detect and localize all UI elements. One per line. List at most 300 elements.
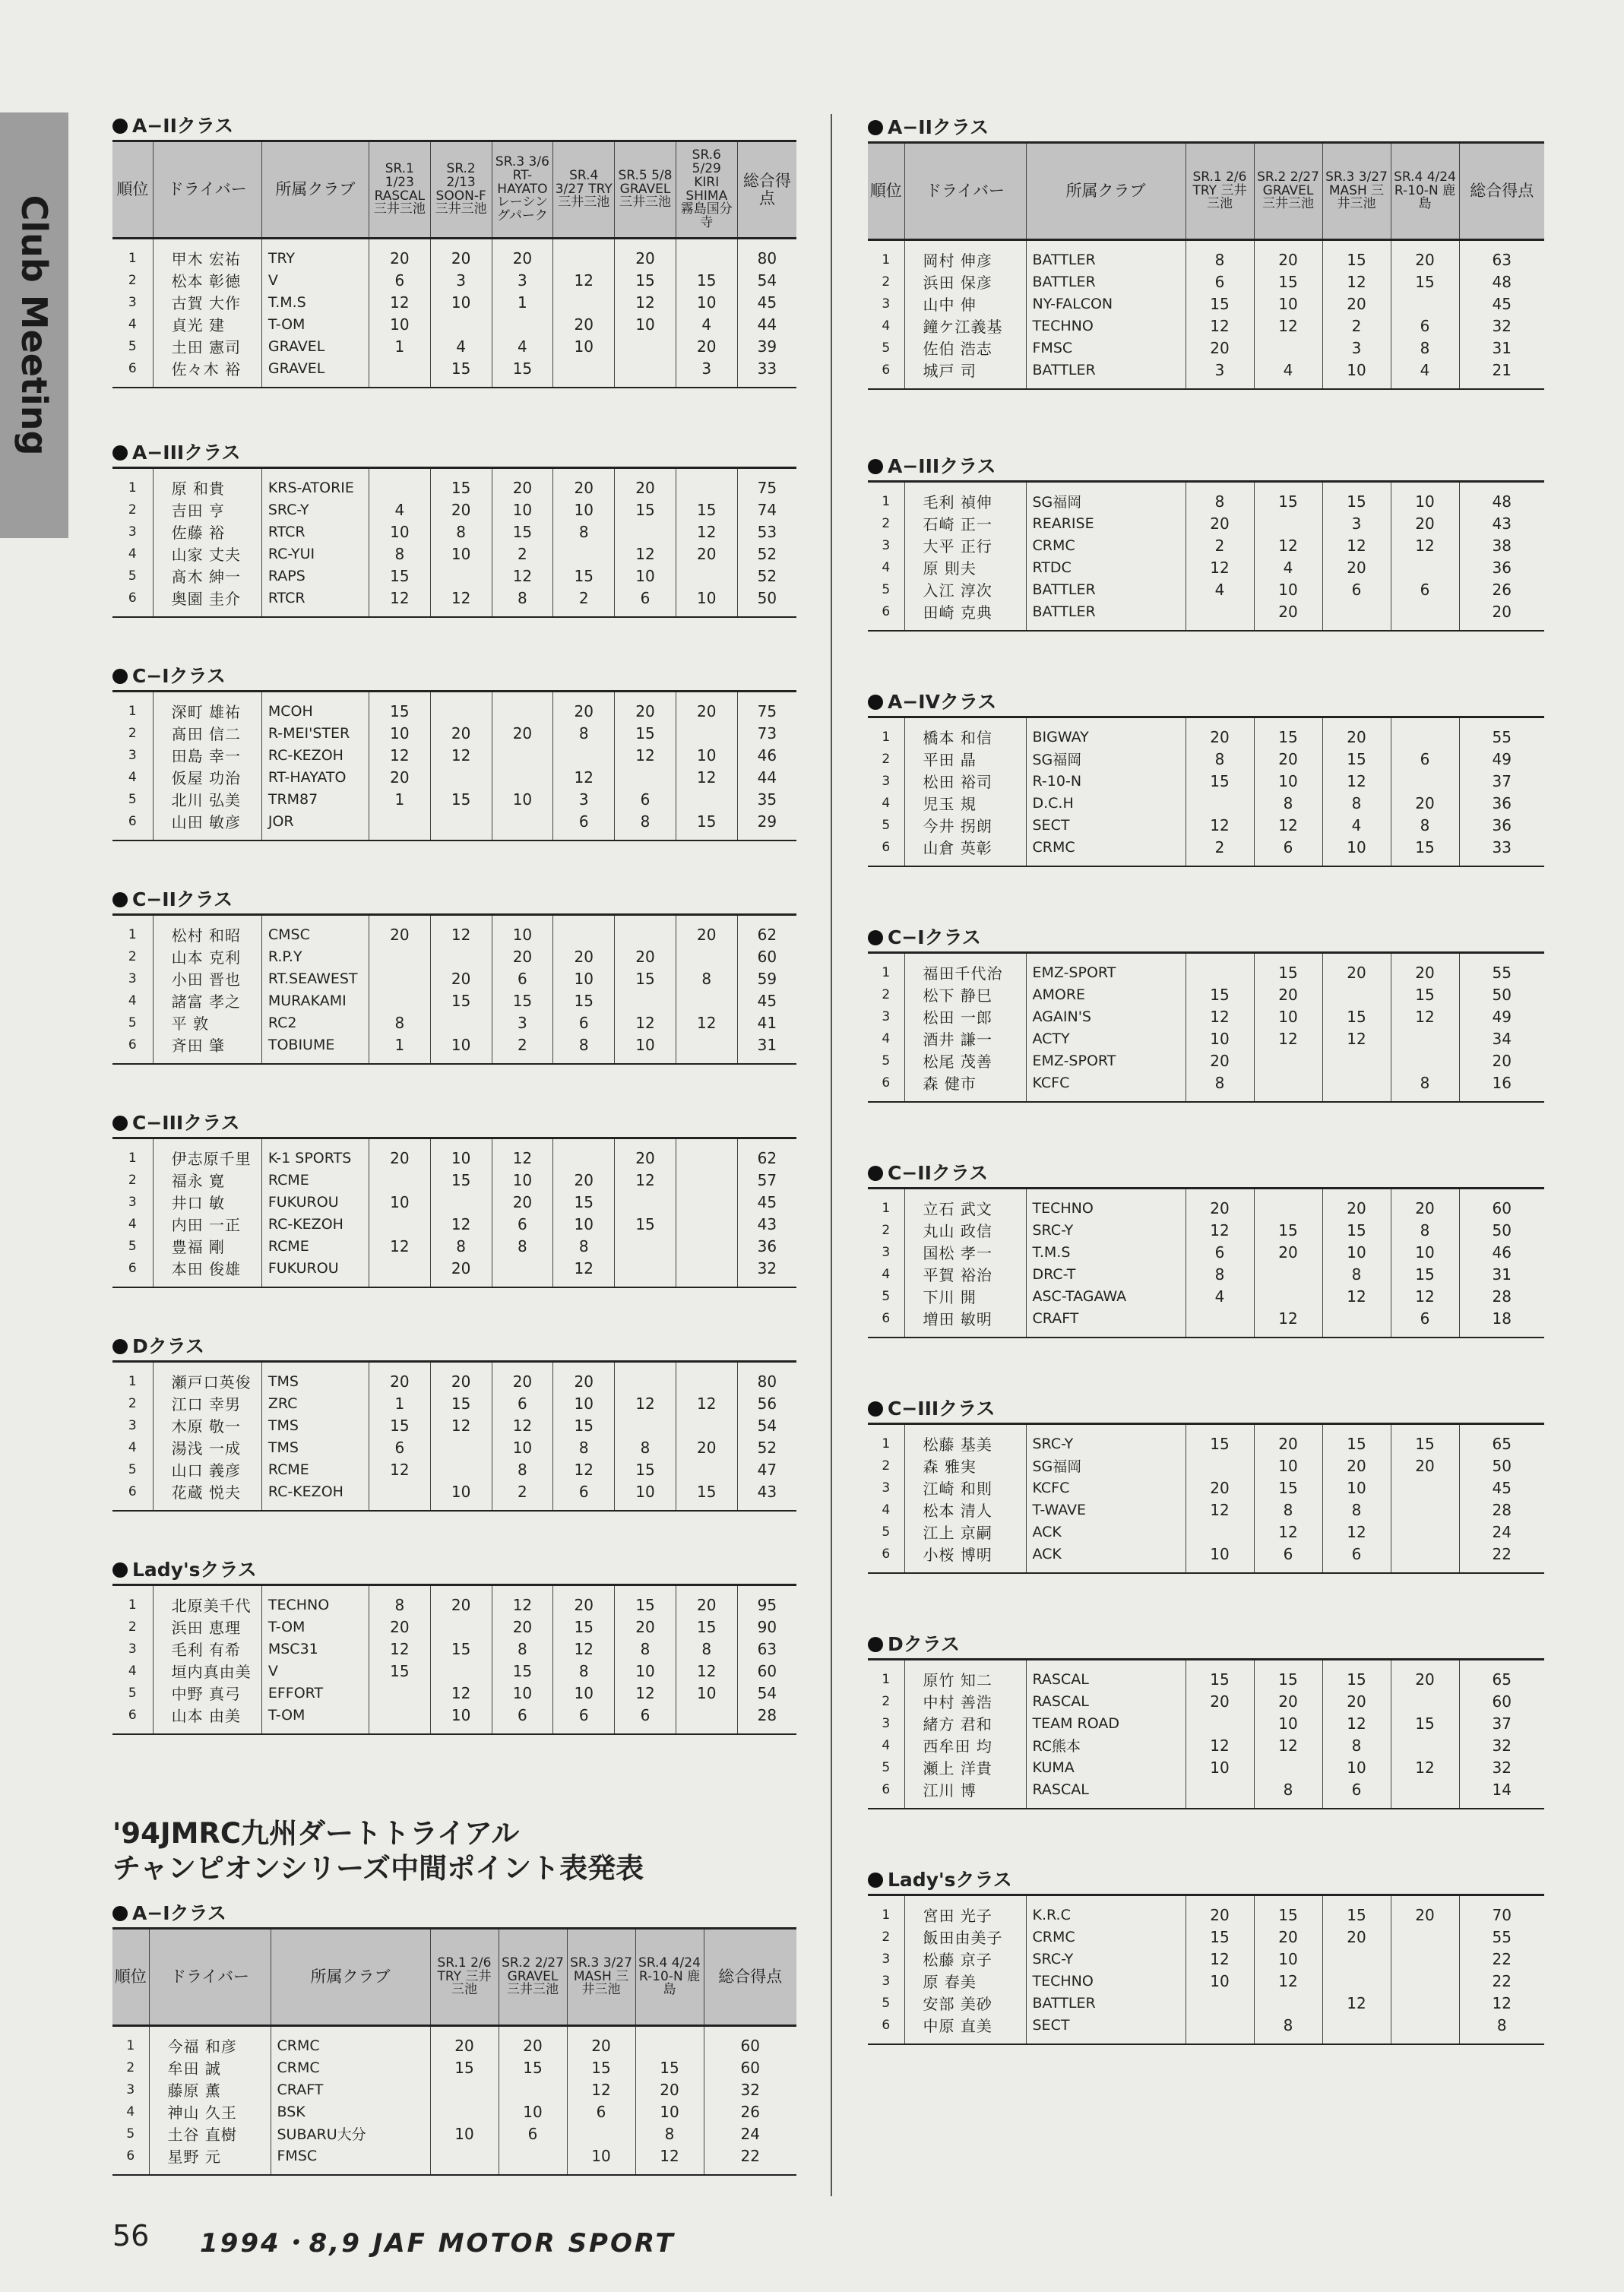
- race-points: [430, 2145, 499, 2167]
- race-points: 8: [1391, 1219, 1459, 1241]
- race-points: 12: [635, 2145, 704, 2167]
- total-points: 20: [1459, 1049, 1544, 1072]
- race-points: 8: [553, 1235, 615, 1257]
- spacer-cell: [112, 915, 153, 924]
- spacer-cell: [1391, 953, 1459, 962]
- spacer-cell: [430, 468, 492, 477]
- spacer-cell: [868, 240, 904, 249]
- rank-cell: 1: [882, 252, 891, 268]
- table-row: [112, 722, 796, 744]
- spacer-row: [112, 468, 796, 477]
- spacer-cell: [369, 692, 430, 701]
- race-points: 1: [492, 291, 553, 313]
- race-header: SR.2 2/27 GRAVEL 三井三池: [1254, 143, 1322, 240]
- table-row: [868, 1926, 1544, 1948]
- race-points: 15: [553, 1414, 615, 1436]
- race-points: [1391, 556, 1459, 578]
- class-title: C−Iクラス: [868, 924, 1544, 951]
- spacer-cell: [676, 1585, 737, 1594]
- spacer-cell: [430, 1362, 492, 1371]
- spacer-cell: [1026, 240, 1186, 249]
- driver-name: 佐々木 裕: [153, 357, 261, 379]
- race-points: 15: [1254, 961, 1322, 983]
- club-header: 所属クラブ: [1026, 143, 1186, 240]
- spacer-cell: [676, 832, 737, 841]
- race-points: 12: [1186, 1948, 1254, 1970]
- race-points: [369, 1257, 430, 1279]
- race-points: 20: [1391, 961, 1459, 983]
- race-points: 12: [553, 269, 615, 291]
- race-points: 20: [676, 1436, 737, 1458]
- total-points: 74: [737, 499, 796, 521]
- rank-cell: 2: [128, 502, 137, 518]
- race-points: 20: [615, 700, 676, 722]
- spacer-cell: [369, 1502, 430, 1511]
- rank-cell: 1: [128, 1597, 137, 1613]
- spacer-cell: [1254, 1800, 1322, 1809]
- table-row: [868, 1668, 1544, 1690]
- rank-cell: 6: [882, 839, 891, 855]
- race-points: [1186, 1307, 1254, 1329]
- race-points: [553, 1147, 615, 1169]
- total-points: 31: [1459, 337, 1544, 359]
- spacer-cell: [261, 692, 369, 701]
- driver-name: 松尾 茂善: [904, 1049, 1026, 1072]
- driver-name: 奥園 圭介: [153, 587, 261, 609]
- race-points: 3: [676, 357, 737, 379]
- race-points: [1322, 1072, 1391, 1094]
- spacer-cell: [737, 692, 796, 701]
- spacer-cell: [153, 379, 261, 388]
- race-points: [369, 1213, 430, 1235]
- total-points: 48: [1459, 490, 1544, 512]
- club-name: K-1 SPORTS: [261, 1147, 369, 1169]
- class-section: [868, 689, 1544, 867]
- spacer-cell: [1322, 622, 1391, 631]
- race-points: 3: [492, 1011, 553, 1034]
- rank-cell: 6: [882, 1075, 891, 1091]
- spacer-row: [112, 2167, 796, 2175]
- race-points: 12: [1391, 1005, 1459, 1027]
- rank-cell: 2: [126, 2059, 135, 2075]
- race-points: [615, 989, 676, 1011]
- table-row: [868, 1734, 1544, 1756]
- race-points: [676, 788, 737, 810]
- rank-cell: 3: [882, 1715, 891, 1731]
- table-row: [112, 1704, 796, 1726]
- race-points: [1391, 1690, 1459, 1712]
- table-row: [112, 1034, 796, 1056]
- race-points: 15: [676, 269, 737, 291]
- race-points: 10: [1254, 578, 1322, 600]
- spacer-cell: [1186, 1329, 1254, 1338]
- spacer-cell: [492, 1726, 553, 1734]
- race-points: 8: [369, 1594, 430, 1616]
- spacer-cell: [153, 468, 261, 477]
- rank-cell: 3: [882, 1480, 891, 1496]
- race-points: 12: [1186, 1219, 1254, 1241]
- bullet-icon: [112, 1116, 128, 1131]
- total-points: 43: [737, 1213, 796, 1235]
- table-row: [112, 565, 796, 587]
- race-points: 15: [1391, 1432, 1459, 1455]
- driver-name: 江口 幸男: [153, 1392, 261, 1414]
- rank-cell: 5: [882, 1759, 891, 1775]
- spacer-cell: [868, 1424, 904, 1433]
- table-row: [112, 810, 796, 832]
- total-points: 38: [1459, 534, 1544, 556]
- table-row: [868, 2014, 1544, 2036]
- total-points: 55: [1459, 961, 1544, 983]
- driver-name: 松本 清人: [904, 1499, 1026, 1521]
- spacer-cell: [868, 482, 904, 491]
- race-points: 10: [369, 521, 430, 543]
- club-name: CRMC: [271, 2034, 430, 2056]
- spacer-cell: [1254, 1565, 1322, 1573]
- total-points: 55: [1459, 726, 1544, 748]
- club-name: BATTLER: [1026, 271, 1186, 293]
- race-points: 8: [615, 1638, 676, 1660]
- spacer-cell: [261, 239, 369, 248]
- spacer-cell: [261, 1362, 369, 1371]
- race-points: 12: [492, 1594, 553, 1616]
- spacer-cell: [635, 2167, 704, 2175]
- spacer-cell: [1322, 1094, 1391, 1102]
- total-points: 28: [1459, 1499, 1544, 1521]
- rank-cell: 3: [882, 296, 891, 312]
- race-points: [1391, 293, 1459, 315]
- spacer-cell: [1254, 717, 1322, 727]
- spacer-cell: [904, 240, 1026, 249]
- spacer-cell: [1026, 858, 1186, 866]
- race-points: [1254, 1197, 1322, 1219]
- race-points: [1186, 1712, 1254, 1734]
- club-name: MSC31: [261, 1638, 369, 1660]
- spacer-cell: [615, 692, 676, 701]
- spacer-cell: [1026, 1800, 1186, 1809]
- total-points: 62: [737, 923, 796, 945]
- total-points: 48: [1459, 271, 1544, 293]
- total-points: 90: [737, 1616, 796, 1638]
- race-points: 12: [1322, 770, 1391, 792]
- spacer-cell: [615, 379, 676, 388]
- class-title: A−IIクラス: [112, 112, 796, 140]
- table-row: [112, 1616, 796, 1638]
- race-points: 20: [492, 945, 553, 967]
- spacer-cell: [1186, 1094, 1254, 1102]
- race-points: 10: [553, 1682, 615, 1704]
- driver-name: 中村 善浩: [904, 1690, 1026, 1712]
- spacer-cell: [153, 1726, 261, 1734]
- race-points: 8: [492, 1638, 553, 1660]
- club-name: CRMC: [1026, 534, 1186, 556]
- driver-name: 豊福 剛: [153, 1235, 261, 1257]
- race-points: 8: [1186, 1072, 1254, 1094]
- spacer-cell: [1322, 482, 1391, 491]
- race-points: 15: [635, 2056, 704, 2078]
- race-points: 10: [369, 313, 430, 335]
- total-points: 32: [1459, 315, 1544, 337]
- rank-cell: 1: [128, 480, 137, 495]
- spacer-cell: [1186, 482, 1254, 491]
- spacer-cell: [499, 2026, 567, 2035]
- bullet-icon: [112, 892, 128, 907]
- driver-name: 下川 開: [904, 1285, 1026, 1307]
- race-points: 15: [430, 788, 492, 810]
- club-name: TRM87: [261, 788, 369, 810]
- race-points: 6: [1322, 578, 1391, 600]
- total-points: 22: [1459, 1948, 1544, 1970]
- spacer-cell: [492, 915, 553, 924]
- race-points: 15: [1391, 1712, 1459, 1734]
- table-row: [868, 748, 1544, 770]
- total-points: 21: [1459, 359, 1544, 381]
- race-points: 10: [1254, 1005, 1322, 1027]
- rank-cell: 6: [128, 813, 137, 829]
- spacer-cell: [737, 1056, 796, 1064]
- race-points: 12: [676, 1660, 737, 1682]
- spacer-cell: [737, 1502, 796, 1511]
- race-points: [1322, 1307, 1391, 1329]
- race-points: 6: [369, 1436, 430, 1458]
- race-points: 12: [615, 1682, 676, 1704]
- race-points: 12: [430, 923, 492, 945]
- race-points: 3: [492, 269, 553, 291]
- spacer-row: [112, 1362, 796, 1371]
- race-points: 8: [615, 1436, 676, 1458]
- spacer-cell: [369, 239, 430, 248]
- class-section: [112, 663, 796, 841]
- table-row: [868, 792, 1544, 814]
- race-points: [553, 291, 615, 313]
- table-row: [868, 1690, 1544, 1712]
- total-points: 32: [1459, 1734, 1544, 1756]
- rank-cell: 3: [882, 537, 891, 553]
- club-name: ACK: [1026, 1543, 1186, 1565]
- rank-cell: 4: [128, 1663, 137, 1679]
- club-name: RAPS: [261, 565, 369, 587]
- race-header: SR.3 3/6 RT-HAYATO レーシングパーク: [492, 141, 553, 239]
- rank-cell: 1: [128, 703, 137, 719]
- race-points: 6: [615, 1704, 676, 1726]
- club-name: FMSC: [1026, 337, 1186, 359]
- spacer-cell: [1322, 717, 1391, 727]
- race-points: [1254, 512, 1322, 534]
- race-points: [430, 945, 492, 967]
- class-title: A−Iクラス: [112, 1900, 796, 1927]
- spacer-row: [868, 953, 1544, 962]
- standings-table: [112, 1137, 796, 1288]
- spacer-cell: [430, 1502, 492, 1511]
- race-points: 12: [430, 1213, 492, 1235]
- table-row: [112, 335, 796, 357]
- race-points: 12: [1186, 814, 1254, 836]
- race-points: 6: [553, 810, 615, 832]
- spacer-cell: [553, 832, 615, 841]
- race-points: 4: [1186, 578, 1254, 600]
- race-points: 15: [1322, 249, 1391, 271]
- race-points: 20: [1254, 1432, 1322, 1455]
- driver-name: 木原 敬一: [153, 1414, 261, 1436]
- page-number: 56: [112, 2219, 150, 2252]
- rank-cell: 6: [128, 1037, 137, 1053]
- table-row: [868, 1970, 1544, 1992]
- spacer-cell: [261, 1279, 369, 1287]
- spacer-cell: [492, 379, 553, 388]
- rank-cell: 3: [882, 1951, 891, 1967]
- spacer-cell: [553, 609, 615, 617]
- driver-name: 山口 義彦: [153, 1458, 261, 1480]
- race-points: [1391, 1477, 1459, 1499]
- rank-cell: 1: [882, 729, 891, 745]
- race-points: 6: [1322, 1543, 1391, 1565]
- spacer-cell: [492, 1502, 553, 1511]
- table-row: [868, 534, 1544, 556]
- race-points: 8: [1186, 490, 1254, 512]
- race-points: [1322, 1970, 1391, 1992]
- class-title: A−IVクラス: [868, 689, 1544, 716]
- driver-name: 平田 晶: [904, 748, 1026, 770]
- race-points: [676, 1034, 737, 1056]
- total-points: 54: [737, 1682, 796, 1704]
- race-points: [1186, 2014, 1254, 2036]
- rank-cell: 3: [126, 2081, 135, 2097]
- total-points: 36: [1459, 556, 1544, 578]
- race-points: 10: [567, 2145, 635, 2167]
- driver-name: 森 健市: [904, 1072, 1026, 1094]
- club-name: TMS: [261, 1414, 369, 1436]
- driver-name: 甲木 宏祐: [153, 247, 261, 269]
- total-points: 80: [737, 1370, 796, 1392]
- spacer-cell: [1026, 1329, 1186, 1338]
- spacer-cell: [868, 1895, 904, 1904]
- driver-name: 藤原 薫: [149, 2078, 271, 2100]
- rank-cell: 4: [882, 1266, 891, 1282]
- spacer-cell: [492, 832, 553, 841]
- total-points: 32: [1459, 1756, 1544, 1778]
- spacer-cell: [112, 692, 153, 701]
- club-name: NY-FALCON: [1026, 293, 1186, 315]
- race-points: 12: [676, 521, 737, 543]
- table-row: [112, 1392, 796, 1414]
- spacer-cell: [492, 609, 553, 617]
- spacer-cell: [261, 1585, 369, 1594]
- race-points: [1391, 1499, 1459, 1521]
- spacer-cell: [904, 953, 1026, 962]
- total-points: 56: [737, 1392, 796, 1414]
- race-points: 10: [1391, 1241, 1459, 1263]
- race-points: 12: [369, 744, 430, 766]
- race-points: 15: [1254, 726, 1322, 748]
- club-name: AGAIN'S: [1026, 1005, 1186, 1027]
- rank-cell: 5: [882, 817, 891, 833]
- table-row: [868, 556, 1544, 578]
- race-points: 8: [1391, 1072, 1459, 1094]
- club-name: BATTLER: [1026, 1992, 1186, 2014]
- race-points: 10: [615, 1480, 676, 1502]
- table-row: [112, 499, 796, 521]
- spacer-cell: [1391, 1189, 1459, 1198]
- race-points: 12: [369, 1638, 430, 1660]
- rank-cell: 2: [882, 1693, 891, 1709]
- spacer-cell: [369, 1138, 430, 1148]
- race-points: 12: [1322, 534, 1391, 556]
- spacer-cell: [1186, 240, 1254, 249]
- race-points: 20: [430, 1257, 492, 1279]
- spacer-cell: [1026, 1189, 1186, 1198]
- race-points: 10: [430, 1480, 492, 1502]
- spacer-cell: [904, 1329, 1026, 1338]
- spacer-cell: [153, 1279, 261, 1287]
- race-points: [1391, 1926, 1459, 1948]
- race-points: 12: [1322, 1285, 1391, 1307]
- race-points: 8: [492, 1458, 553, 1480]
- spacer-cell: [261, 1056, 369, 1064]
- rank-cell: 2: [128, 1395, 137, 1411]
- race-points: 15: [1186, 1432, 1254, 1455]
- spacer-cell: [1459, 1800, 1544, 1809]
- spacer-cell: [369, 1362, 430, 1371]
- driver-name: 田島 幸一: [153, 744, 261, 766]
- spacer-cell: [1186, 1660, 1254, 1669]
- driver-name: 飯田由美子: [904, 1926, 1026, 1948]
- table-row: [112, 1257, 796, 1279]
- race-points: 6: [1254, 1543, 1322, 1565]
- race-points: [676, 1257, 737, 1279]
- race-points: [553, 744, 615, 766]
- spacer-cell: [1322, 858, 1391, 866]
- spacer-cell: [1391, 240, 1459, 249]
- spacer-cell: [1254, 240, 1322, 249]
- spacer-cell: [1026, 953, 1186, 962]
- rank-cell: 6: [882, 362, 891, 378]
- club-name: R-10-N: [1026, 770, 1186, 792]
- spacer-cell: [1322, 1329, 1391, 1338]
- race-points: 15: [499, 2056, 567, 2078]
- rank-cell: 5: [128, 1685, 137, 1701]
- race-points: [430, 2100, 499, 2123]
- race-points: 6: [553, 1480, 615, 1502]
- race-points: 20: [1254, 748, 1322, 770]
- class-title: A−IIIクラス: [868, 453, 1544, 480]
- race-points: 15: [492, 989, 553, 1011]
- spacer-cell: [1322, 2036, 1391, 2044]
- race-header: SR.2 2/27 GRAVEL 三井三池: [499, 1929, 567, 2026]
- driver-name: 岡村 伸彦: [904, 249, 1026, 271]
- total-points: 95: [737, 1594, 796, 1616]
- spacer-row: [868, 1800, 1544, 1809]
- total-points: 43: [1459, 512, 1544, 534]
- race-points: [553, 357, 615, 379]
- spacer-cell: [868, 1329, 904, 1338]
- rank-cell: 2: [128, 1619, 137, 1635]
- table-row: [868, 1307, 1544, 1329]
- race-points: 15: [430, 1638, 492, 1660]
- spacer-cell: [553, 1502, 615, 1511]
- race-points: 8: [1322, 1499, 1391, 1521]
- rank-cell: 1: [128, 1373, 137, 1389]
- spacer-cell: [112, 2167, 149, 2175]
- rank-cell: 1: [128, 1150, 137, 1166]
- table-row: [112, 1147, 796, 1169]
- table-row: [868, 293, 1544, 315]
- race-points: 15: [1391, 836, 1459, 858]
- spacer-cell: [1254, 1329, 1322, 1338]
- spacer-cell: [553, 1362, 615, 1371]
- spacer-cell: [112, 1726, 153, 1734]
- total-points: 50: [1459, 1455, 1544, 1477]
- rank-cell: 4: [882, 795, 891, 811]
